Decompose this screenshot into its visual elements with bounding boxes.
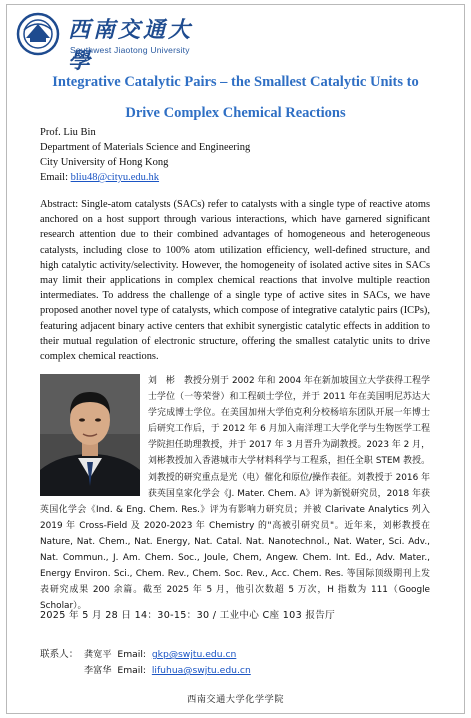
talk-title-line1: Integrative Catalytic Pairs – the Smallest Catalytic Units to: [52, 74, 419, 90]
contact-2-email-link[interactable]: lifuhua@swjtu.edu.cn: [151, 665, 251, 676]
contact-2-email-label: Email:: [117, 665, 146, 676]
speaker-email-label: Email:: [40, 172, 68, 183]
contact-row-1: [84, 646, 236, 660]
speaker-info: [40, 125, 440, 185]
portrait-image: [40, 374, 140, 496]
contact-2-name: 李富华: [84, 665, 112, 676]
talk-title-line2: Drive Complex Chemical Reactions: [125, 105, 346, 121]
contact-1-email-link[interactable]: gkp@swjtu.edu.cn: [151, 649, 237, 660]
contact-label: 联系人：: [40, 649, 79, 660]
speaker-department: Department of Materials Science and Engineering: [40, 142, 251, 153]
contact-1-name: 龚宽平: [84, 649, 112, 660]
university-emblem-icon: [16, 12, 60, 56]
contact-1-email-label: Email:: [117, 649, 146, 660]
abstract-label: Abstract:: [40, 199, 79, 210]
speaker-photo: [40, 374, 140, 496]
contact-row-2: [84, 662, 251, 676]
speaker-email-row: [40, 170, 440, 185]
university-header: [14, 8, 214, 74]
event-time-location: 2025 年 5 月 28 日 14：30-15：30 / 工业中心 C座 103 报告厅: [40, 610, 336, 621]
bio-text: 刘 彬 教授分别于 2002 年和 2004 年在新加坡国立大学获得工程学士学位（一等荣誉）和工程硕士学位，并于 2011 年在美国明尼苏达大学完成博士学位。在美国加州大学伯克利分校杨培东团队开展一年博士后研究工作后，于 2012 年 6 月加入南洋理工大学化学与生物医学工程学院担任助理教授，并于 2017 年 3 月晋升为副教授。2023 年 2 月，刘彬教授加入香港城市大学材料科学与工程系，担任全职 STEM 教授。刘教授的研究重点是光（电）催化和原位/操作表征。刘教授于 2016 年获英国皇家化学会《J. Mater. Chem. A》评为新锐研究员，2018 年获英国化学会《Ind. & Eng. Chem. Res.》评为有影响力研究员；并被 Clarivate Analytics 列入 2019 年 Cross-Field 及 2020-2023 年 Chemistry 的"高被引研究员"。近年来，刘彬教授在 Nature, Nat. Chem., Nat. Energy, Nat. Catal. Nat. Nanotechnol., Nat. Water, Sci. Adv., Nat. Commun., J. Am. Chem. Soc., Joule, Chem, Angew. Chem. Int. Ed., Adv. Mater., Energy Environ. Sci., Chem. Rev., Chem. Soc. Rev., Acc. Chem. Res. 等国际顶级期刊上发表研究成果 200 余篇。截至 2025 年 5 月，他引次数超 5 万次，H 指数为 111（Google Scholar）。: [40, 376, 430, 612]
speaker-bio: [40, 373, 430, 614]
speaker-name: Prof. Liu Bin: [40, 127, 96, 138]
abstract-text: Single-atom catalysts (SACs) refer to catalysts with a single type of reactive atoms anchored on a host support through various interactions, which have garnered significant research attention due to their combined advantages of homogeneous and heterogeneous catalysts, including close to 100% atom utilization efficiency, well-defined structure, and high catalytic activity/selectivity. However, the homogeneity of isolated active sites in SACs may limit their applications in complex chemical reactions that involve multiple reaction intermediates. To address the challenge of a single type of active sites in SACs, we have proposed another novel type of catalysts, which compose of integrative catalytic pairs (ICPs), featuring adjacent binary active centers that exhibit synergistic catalytic effects in addition to their mutual regulation of electronic structure, offering the smallest catalytic units to drive complex chemical reactions.: [40, 199, 430, 363]
speaker-email-link[interactable]: bliu48@cityu.edu.hk: [70, 172, 160, 183]
talk-title: [20, 67, 451, 129]
abstract-paragraph: [40, 197, 430, 364]
speaker-university: City University of Hong Kong: [40, 157, 169, 168]
organizer-footer: 西南交通大学化学学院: [187, 694, 284, 705]
logo-english-name: Southwest Jiaotong University: [70, 45, 190, 55]
logo-chinese-name: 西南交通大學: [68, 17, 194, 74]
